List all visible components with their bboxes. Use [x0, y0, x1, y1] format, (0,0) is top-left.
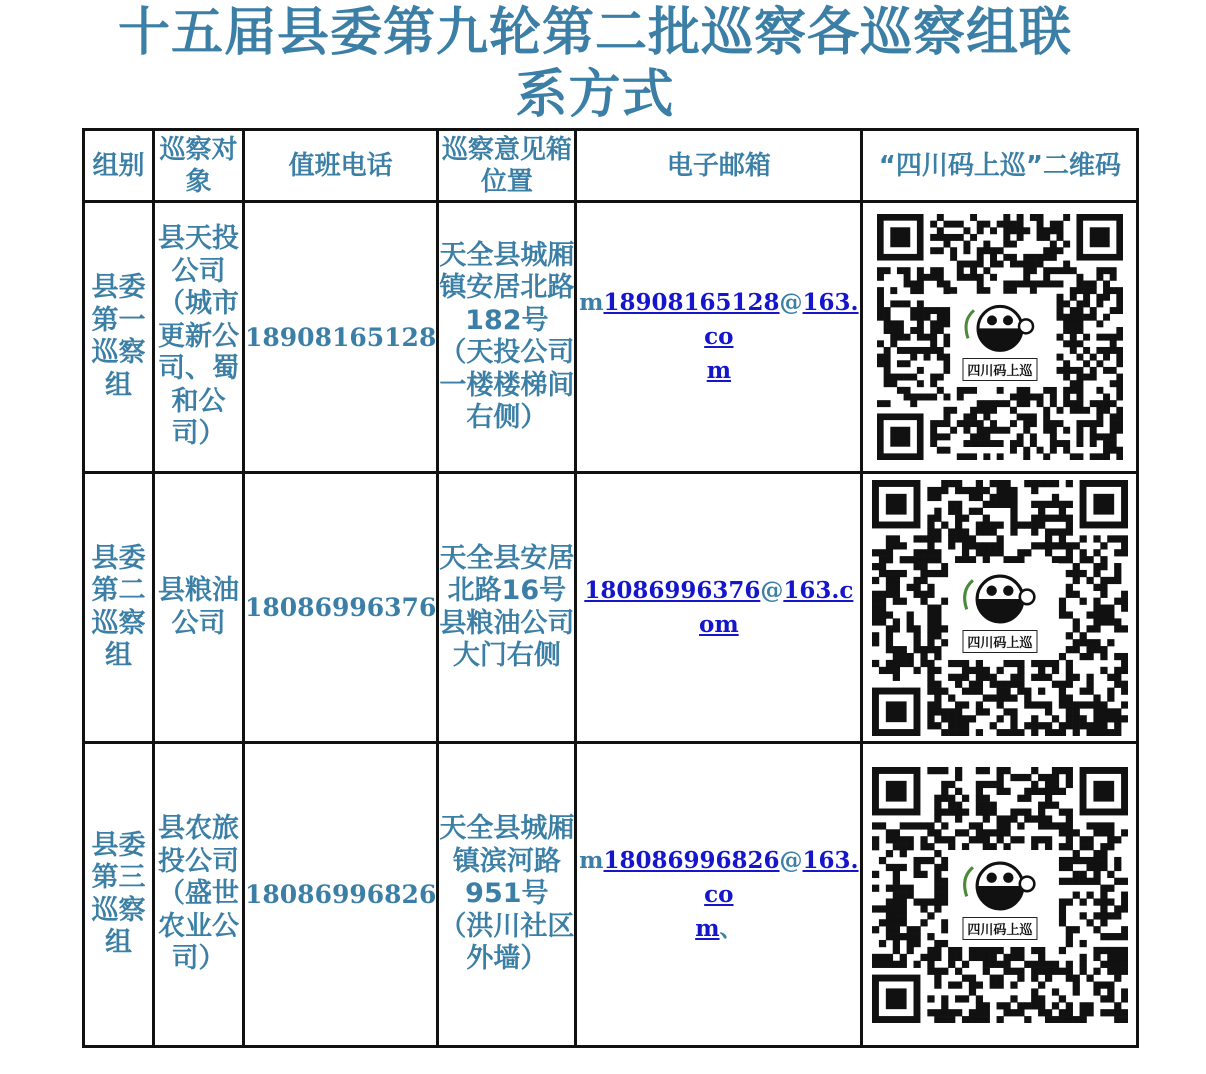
email-domain-link[interactable]: 163.co — [704, 289, 859, 350]
email-link[interactable]: 18086996826 — [603, 846, 780, 874]
email-suffix: 、 — [719, 914, 743, 942]
title-line-1: 十五届县委第九轮第二批巡察各巡察组联 — [117, 3, 1072, 63]
email-at: @ — [779, 289, 803, 316]
table-row — [84, 202, 1138, 473]
phone-cell: 18908165128 — [244, 202, 438, 473]
page-title — [0, 2, 1190, 126]
qr-brand-label: 四川码上巡 — [962, 630, 1037, 653]
header-phone: 值班电话 — [244, 130, 438, 202]
qr-code-icon — [872, 480, 1128, 736]
target-cell: 县天投公司（城市更新公司、蜀和公司） — [154, 202, 244, 473]
email-domain-tail-link[interactable]: m — [695, 914, 720, 942]
email-domain-link[interactable]: 163.com — [699, 576, 854, 638]
header-row — [84, 130, 1138, 202]
qr-brand-label: 四川码上巡 — [962, 358, 1037, 381]
mailbox-cell: 天全县安居北路16号县粮油公司大门右侧 — [438, 473, 576, 743]
header-group: 组别 — [84, 130, 154, 202]
mailbox-cell: 天全县城厢镇安居北路182号（天投公司一楼楼梯间右侧） — [438, 202, 576, 473]
email-link[interactable]: 18086996376 — [584, 576, 761, 604]
group-cell: 县委第三巡察组 — [84, 743, 154, 1047]
qr-code-icon — [872, 767, 1128, 1023]
email-prefix: m — [579, 289, 604, 316]
header-mailbox: 巡察意见箱位置 — [438, 130, 576, 202]
phone-cell: 18086996376 — [244, 473, 438, 743]
title-line-2: 系方式 — [515, 65, 675, 125]
header-email: 电子邮箱 — [576, 130, 862, 202]
email-at: @ — [779, 846, 803, 874]
phone-cell: 18086996826 — [244, 743, 438, 1047]
qr-cell — [862, 743, 1138, 1047]
email-prefix: m — [579, 846, 604, 874]
email-domain-tail-link[interactable]: m — [706, 357, 732, 384]
mailbox-cell: 天全县城厢镇滨河路951号（洪川社区外墙） — [438, 743, 576, 1047]
qr-cell — [862, 473, 1138, 743]
header-target: 巡察对象 — [154, 130, 244, 202]
group-cell: 县委第一巡察组 — [84, 202, 154, 473]
target-cell: 县农旅投公司（盛世农业公司） — [154, 743, 244, 1047]
table-row — [84, 473, 1138, 743]
qr-code-icon — [877, 214, 1123, 460]
email-link[interactable]: 18908165128 — [603, 289, 780, 316]
qr-cell — [862, 202, 1138, 473]
email-cell — [576, 202, 862, 473]
email-domain-link[interactable]: 163.co — [704, 846, 859, 908]
email-at: @ — [760, 576, 784, 604]
email-cell — [576, 743, 862, 1047]
group-cell: 县委第二巡察组 — [84, 473, 154, 743]
header-qr: “四川码上巡”二维码 — [862, 130, 1138, 202]
contact-table — [82, 128, 1139, 1048]
table-row — [84, 743, 1138, 1047]
target-cell: 县粮油公司 — [154, 473, 244, 743]
email-cell — [576, 473, 862, 743]
qr-brand-label: 四川码上巡 — [962, 917, 1037, 940]
